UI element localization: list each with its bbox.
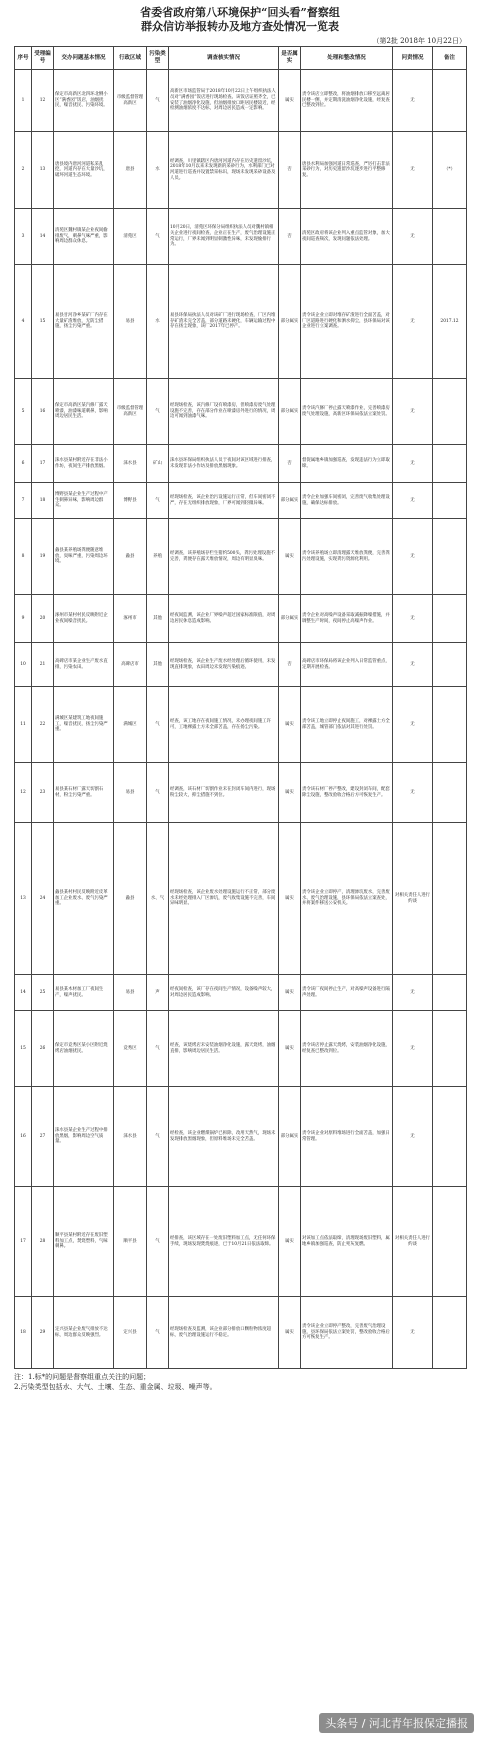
cell-type: 气 [147, 687, 169, 763]
cell-id: 22 [32, 687, 54, 763]
cell-seq: 8 [15, 519, 32, 595]
table-row [15, 519, 467, 595]
cell-finding: 经夜间检查，该厂存在夜间生产情况，设备噪声较大，对周边居民造成影响。 [169, 975, 279, 1011]
document-title-line1: 省委省政府第八环境保护“回头看”督察组 [140, 6, 340, 19]
cell-truth: 否 [279, 209, 301, 265]
cell-seq: 18 [15, 1297, 32, 1369]
col-header-desc: 交办问题基本情况 [54, 47, 114, 70]
cell-account: 无 [393, 975, 433, 1011]
table-header-row [15, 47, 467, 70]
cell-id: 12 [32, 70, 54, 132]
cell-region: 市级监督管理高新区 [114, 379, 147, 445]
cell-truth: 属实 [279, 519, 301, 595]
cell-seq: 14 [15, 975, 32, 1011]
cell-finding: 经检查，该企业燃煤锅炉已拆除，改用天然气，现场未发现排放黑烟现象，但原料堆场未完全苫盖。 [169, 1087, 279, 1187]
cell-finding: 经调查，该养殖场存栏生猪约500头，粪污处理设施不完善，粪便存在露天堆放情况，周边有明显臭味。 [169, 519, 279, 595]
cell-finding: 经现场检查，该企业废水处理设施运行不正常，部分废水未经处理排入厂区渗坑，废气收集设施不完善，车间异味明显。 [169, 823, 279, 975]
cell-desc: 易县某木材加工厂夜间生产，噪声扰民。 [54, 975, 114, 1011]
cell-account: 无 [393, 687, 433, 763]
cell-action: 责令该工地立即停止夜间施工，对裸露土方全部苫盖，城管部门依法对其进行处罚。 [301, 687, 393, 763]
cell-id: 26 [32, 1011, 54, 1087]
cell-truth: 部分属实 [279, 595, 301, 643]
cell-finding: 经排查，该区域存在一处废旧塑料加工点，无任何环保手续，现场发现焚烧痕迹，已于10月21日依法取缔。 [169, 1187, 279, 1297]
cell-note [433, 687, 467, 763]
cell-seq: 16 [15, 1087, 32, 1187]
cell-action: 责令该石材厂停产整改，建设封闭车间，配套除尘设施，整改验收合格后方可恢复生产。 [301, 763, 393, 823]
cell-action: 对该加工点依法取缔，清理现场废旧塑料，属地乡镇加强巡查，防止死灰复燃。 [301, 1187, 393, 1297]
table-body [15, 70, 467, 1369]
cell-type: 声 [147, 975, 169, 1011]
cell-seq: 5 [15, 379, 32, 445]
cell-region: 高碑店市 [114, 643, 147, 687]
cell-action: 责令该店停止露天烧烤，安装油烟净化设施，经复查已整改到位。 [301, 1011, 393, 1087]
cell-type: 矿山 [147, 445, 169, 483]
cell-truth: 否 [279, 643, 301, 687]
cell-id: 14 [32, 209, 54, 265]
cell-account: 无 [393, 132, 433, 209]
table-row [15, 132, 467, 209]
cell-note [433, 975, 467, 1011]
batch-date-line: （第2批 2018年 10月22日） [372, 37, 466, 45]
cell-seq: 3 [15, 209, 32, 265]
table-row [15, 265, 467, 379]
cell-id: 20 [32, 595, 54, 643]
cell-note [433, 1187, 467, 1297]
cell-id: 15 [32, 265, 54, 379]
cell-id: 17 [32, 445, 54, 483]
cell-id: 27 [32, 1087, 54, 1187]
cell-finding: 高新区市场监管局于2018年10月22日上午组织执法人员对“满香园”饭店进行现场检查。该饭店证照齐全，已安装了油烟净化设施，但油烟排放口距居民楼较近，经检测油烟浓度不达标，对周边居民造成一定影响。 [169, 70, 279, 132]
cell-desc: 保定市竞秀区某小区附近烧烤店油烟扰民。 [54, 1011, 114, 1087]
cell-action: 责令企业对高噪声设备采取减振降噪措施，并调整生产时间，夜间停止高噪声作业。 [301, 595, 393, 643]
table-row [15, 1011, 467, 1087]
cell-type: 养殖 [147, 519, 169, 595]
cell-truth: 部分属实 [279, 265, 301, 379]
cell-truth: 部分属实 [279, 1087, 301, 1187]
cell-account: 对相关责任人进行约谈 [393, 823, 433, 975]
cell-seq: 2 [15, 132, 32, 209]
col-header-type: 污染类型 [147, 47, 169, 70]
cell-note [433, 1011, 467, 1087]
cell-account: 无 [393, 209, 433, 265]
col-header-region: 行政区域 [114, 47, 147, 70]
table-row [15, 975, 467, 1011]
table-row [15, 445, 467, 483]
table-row [15, 1297, 467, 1369]
cell-truth: 属实 [279, 1187, 301, 1297]
cell-seq: 7 [15, 483, 32, 519]
cell-desc: 高碑店市某企业生产废水直排，污染农田。 [54, 643, 114, 687]
note-line-1: 注：1.标*的问题是督察组重点关注的问题； [14, 1373, 151, 1381]
col-header-action: 处理和整改情况 [301, 47, 393, 70]
cell-finding: 经现场检查，该企业治污设施运行正常，但车间密闭不严，存在无组织排放现象，厂界可闻到轻微异味。 [169, 483, 279, 519]
cell-truth: 属实 [279, 823, 301, 975]
cell-seq: 4 [15, 265, 32, 379]
cell-seq: 15 [15, 1011, 32, 1087]
cell-finding: 经现场检查，该汽修厂设有喷漆房，但喷漆房废气处理设施不完善，存在部分作业在喷漆房外进行的情况，周边可闻到油漆气味。 [169, 379, 279, 445]
cell-region: 蠡县 [114, 823, 147, 975]
cell-region: 易县 [114, 265, 147, 379]
cell-action: 责令该企业立即停产，清理渗坑废水，完善废水、废气治理设施，县环保局依法立案查处，并将案件移送公安机关。 [301, 823, 393, 975]
cell-desc: 定兴县某企业废气排放不达标，周边群众反映强烈。 [54, 1297, 114, 1369]
cell-type: 其他 [147, 643, 169, 687]
table-row [15, 687, 467, 763]
cell-desc: 蠡县某养殖场粪便随意堆放，臭味严重，污染周边环境。 [54, 519, 114, 595]
cell-account: 无 [393, 265, 433, 379]
col-header-id: 受理编号 [32, 47, 54, 70]
cell-action: 责令该店立即整改，将油烟排放口移至远离居民楼一侧，并定期清洗油烟净化设施，经复查已整改到位。 [301, 70, 393, 132]
table-row [15, 595, 467, 643]
cell-type: 气 [147, 379, 169, 445]
table-row [15, 763, 467, 823]
cell-id: 19 [32, 519, 54, 595]
cell-id: 23 [32, 763, 54, 823]
cell-seq: 1 [15, 70, 32, 132]
cell-finding: 易县环保局执法人员对该矿厂进行现场检查，厂区内堆存矿渣未完全苫盖，部分道路未硬化，车辆运输过程中存在扬尘现象，该厂2017年已停产。 [169, 265, 279, 379]
cell-action: 责令该厂夜间停止生产，对高噪声设备进行隔声处理。 [301, 975, 393, 1011]
cell-truth: 否 [279, 445, 301, 483]
cell-note [433, 483, 467, 519]
cell-seq: 9 [15, 595, 32, 643]
cell-truth: 属实 [279, 1011, 301, 1087]
cell-action: 高碑店市环保局将该企业列入日常监管重点，定期开展检查。 [301, 643, 393, 687]
cell-account: 无 [393, 70, 433, 132]
cell-type: 气 [147, 1187, 169, 1297]
cell-region: 涞水县 [114, 445, 147, 483]
cell-region: 博野县 [114, 483, 147, 519]
cell-seq: 12 [15, 763, 32, 823]
cell-truth: 部分属实 [279, 483, 301, 519]
cell-finding: 经调查，川里镇辖区内唐河河道内存在历史遗留沙坑，2018年10月以来未发现新的采砂行为，水利部门已对河道进行巡查并设置禁采标识，现场未发现采砂设备及人员。 [169, 132, 279, 209]
cell-region: 唐县 [114, 132, 147, 209]
cell-action: 责令该养殖场立即清理露天堆放粪便，完善粪污处理设施，实现粪污资源化利用。 [301, 519, 393, 595]
cell-note [433, 763, 467, 823]
cell-desc: 蠡县某村村民反映附近皮革加工企业废水、废气污染严重。 [54, 823, 114, 975]
cell-type: 水、气 [147, 823, 169, 975]
cell-desc: 顺平县某村附近存在废旧塑料加工点，焚烧塑料，气味刺鼻。 [54, 1187, 114, 1297]
cell-note [433, 595, 467, 643]
cell-desc: 易县甘河净乡某矿厂内存在大量矿渣堆放，无防尘措施，扬尘污染严重。 [54, 265, 114, 379]
cell-desc: 涿州市某村村民反映附近企业夜间噪音扰民。 [54, 595, 114, 643]
col-header-account: 问责情况 [393, 47, 433, 70]
cell-action: 清苑区政府将该企业列入重点监管对象，加大夜间巡查频次，发现问题依法处理。 [301, 209, 393, 265]
cell-id: 18 [32, 483, 54, 519]
table-row [15, 1087, 467, 1187]
cell-note [433, 445, 467, 483]
cell-account: 无 [393, 445, 433, 483]
cell-region: 满城区 [114, 687, 147, 763]
cell-desc: 易县某石材厂露天切割石材，粉尘污染严重。 [54, 763, 114, 823]
table-row [15, 70, 467, 132]
document-title-line2: 群众信访举报转办及地方查处情况一览表 [141, 20, 339, 33]
cell-desc: 博野县某企业生产过程中产生刺鼻异味，影响周边群众。 [54, 483, 114, 519]
table-row [15, 209, 467, 265]
cell-finding: 经调查，该石材厂切割作业未在封闭车间内进行，现场粉尘较大，抑尘措施不到位。 [169, 763, 279, 823]
cell-id: 25 [32, 975, 54, 1011]
note-line-2: 2.污染类型包括水、大气、土壤、生态、重金属、垃圾、噪声等。 [14, 1383, 217, 1391]
cell-id: 21 [32, 643, 54, 687]
cell-account: 无 [393, 379, 433, 445]
complaints-table [14, 46, 467, 1369]
cell-action: 责令该汽修厂停止露天喷漆作业，完善喷漆房废气处理设施，高新区环保局依法立案处罚。 [301, 379, 393, 445]
cell-desc: 清苑区魏村镇某企业夜间偷排废气，刺鼻气味严重，影响周边群众休息。 [54, 209, 114, 265]
cell-seq: 6 [15, 445, 32, 483]
cell-region: 涞水县 [114, 1087, 147, 1187]
cell-seq: 10 [15, 643, 32, 687]
cell-action: 唐县水利局加强河道日常巡查，严厉打击非法采砂行为，对历史遗留沙坑逐步进行平整修复。 [301, 132, 393, 209]
cell-note [433, 209, 467, 265]
cell-account: 对相关责任人进行约谈 [393, 1187, 433, 1297]
cell-id: 16 [32, 379, 54, 445]
cell-finding: 经查，该工地存在夜间施工情况，未办理夜间施工许可，工地裸露土方未全部苫盖，存在扬尘污染。 [169, 687, 279, 763]
cell-type: 气 [147, 1087, 169, 1187]
cell-account: 无 [393, 643, 433, 687]
cell-id: 28 [32, 1187, 54, 1297]
cell-type: 气 [147, 70, 169, 132]
cell-type: 水 [147, 265, 169, 379]
cell-action: 督促属地乡镇加强巡查，发现违法行为立即取缔。 [301, 445, 393, 483]
cell-seq: 17 [15, 1187, 32, 1297]
cell-type: 气 [147, 209, 169, 265]
cell-finding: 经现场检查，该企业生产废水经处理后循环使用，未发现直排现象，农田周边未发现污染痕迹。 [169, 643, 279, 687]
cell-id: 13 [32, 132, 54, 209]
cell-desc: 满城区某建筑工地夜间施工，噪音扰民，扬尘污染严重。 [54, 687, 114, 763]
cell-truth: 属实 [279, 70, 301, 132]
table-row [15, 483, 467, 519]
cell-desc: 唐县境内唐河河道私采乱挖，河道内存在大量沙坑，破坏河道生态环境。 [54, 132, 114, 209]
cell-account: 无 [393, 519, 433, 595]
cell-region: 易县 [114, 763, 147, 823]
cell-note [433, 70, 467, 132]
table-row [15, 643, 467, 687]
col-header-note: 备注 [433, 47, 467, 70]
cell-finding: 经查，该烧烤店未安装油烟净化设施，露天烧烤，油烟直排，影响周边居民生活。 [169, 1011, 279, 1087]
cell-truth: 部分属实 [279, 379, 301, 445]
cell-action: 责令企业加强车间密闭，完善废气收集处理设施，确保达标排放。 [301, 483, 393, 519]
cell-finding: 经现场检查及监测，该企业部分排放口颗粒物浓度超标，废气治理设施运行不稳定。 [169, 1297, 279, 1369]
cell-finding: 10月20日，清苑区环保分局组织执法人员对魏村镇相关企业进行夜间检查，企业正在生产，废气治理设施正常运行，厂界未闻到明显刺激性异味，未发现偷排行为。 [169, 209, 279, 265]
cell-account: 无 [393, 483, 433, 519]
cell-note [433, 823, 467, 975]
cell-type: 气 [147, 1297, 169, 1369]
cell-note [433, 519, 467, 595]
cell-seq: 13 [15, 823, 32, 975]
cell-desc: 涞水县某企业生产过程中排放黑烟，影响周边空气质量。 [54, 1087, 114, 1187]
table-row [15, 823, 467, 975]
cell-finding: 涞水县环保局组织执法人员于夜间对该区域进行排查，未发现非法小作坊及排放黑烟现象。 [169, 445, 279, 483]
cell-account: 无 [393, 595, 433, 643]
cell-truth: 属实 [279, 687, 301, 763]
cell-note: （*） [433, 132, 467, 209]
cell-truth: 属实 [279, 975, 301, 1011]
cell-truth: 属实 [279, 763, 301, 823]
cell-truth: 否 [279, 132, 301, 209]
col-header-seq: 序号 [15, 47, 32, 70]
table-row [15, 1187, 467, 1297]
cell-seq: 11 [15, 687, 32, 763]
col-header-finding: 调查核实情况 [169, 47, 279, 70]
cell-desc: 保定市高新区某汽修厂露天喷漆，油漆味道刺鼻，影响周边居民生活。 [54, 379, 114, 445]
cell-region: 清苑区 [114, 209, 147, 265]
cell-action: 责令该企业对原料堆场进行全面苫盖，加强日常管理。 [301, 1087, 393, 1187]
cell-region: 蠡县 [114, 519, 147, 595]
cell-type: 气 [147, 763, 169, 823]
table-row [15, 379, 467, 445]
cell-account: 无 [393, 1087, 433, 1187]
cell-action: 责令该企业立即停产整改，完善废气治理设施，县环保局依法立案处罚，整改验收合格后方可恢复生产。 [301, 1297, 393, 1369]
cell-type: 气 [147, 483, 169, 519]
cell-id: 29 [32, 1297, 54, 1369]
cell-note [433, 1087, 467, 1187]
cell-region: 市级监督管理高新区 [114, 70, 147, 132]
cell-note [433, 379, 467, 445]
cell-region: 定兴县 [114, 1297, 147, 1369]
cell-type: 气 [147, 1011, 169, 1087]
cell-id: 24 [32, 823, 54, 975]
watermark: 头条号 / 河北青年报保定播报 [319, 1713, 474, 1733]
cell-truth: 属实 [279, 1297, 301, 1369]
cell-account: 无 [393, 763, 433, 823]
table-notes [14, 1372, 466, 1392]
cell-region: 竞秀区 [114, 1011, 147, 1087]
cell-desc: 保定市高新区北四环北侧小区“满香园”饭店，油烟扰民，噪音扰民、污染环境。 [54, 70, 114, 132]
cell-finding: 经夜间监测，该企业厂界噪声超过国家标准限值，对周边居民休息造成影响。 [169, 595, 279, 643]
cell-desc: 涞水县某村附近存在非法小作坊，夜间生产排放黑烟。 [54, 445, 114, 483]
cell-type: 其他 [147, 595, 169, 643]
cell-region: 易县 [114, 975, 147, 1011]
cell-region: 涿州市 [114, 595, 147, 643]
cell-note [433, 1297, 467, 1369]
cell-type: 水 [147, 132, 169, 209]
cell-account: 无 [393, 1297, 433, 1369]
cell-note: 2017.12 [433, 265, 467, 379]
cell-note [433, 643, 467, 687]
cell-region: 顺平县 [114, 1187, 147, 1297]
cell-account: 无 [393, 1011, 433, 1087]
cell-action: 责令该企业立即对堆存矿渣进行全面苫盖，对厂区道路进行硬化和洒水抑尘，县环保局对该企业进行立案调查。 [301, 265, 393, 379]
col-header-truth: 是否属实 [279, 47, 301, 70]
